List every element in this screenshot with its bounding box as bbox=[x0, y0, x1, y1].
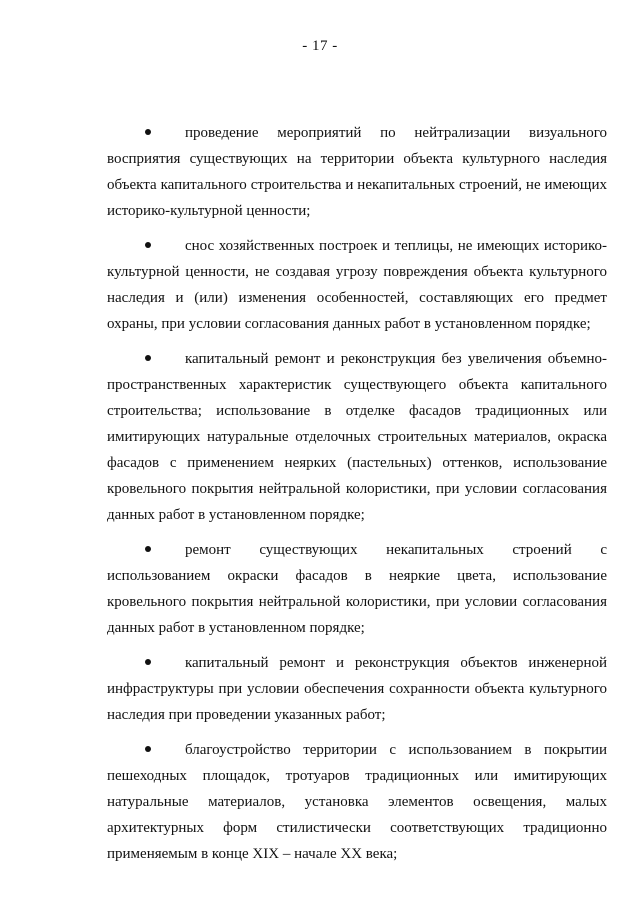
bullet-list bbox=[107, 120, 607, 876]
list-item-text: капитальный ремонт и реконструкция объектов инженерной инфраструктуры при условии обеспечения сохранности объекта культурного наследия при проведении указанных работ; bbox=[107, 655, 607, 723]
list-item bbox=[107, 346, 607, 528]
bullet-icon bbox=[145, 659, 151, 665]
list-item-text: снос хозяйственных построек и теплицы, не имеющих историко-культурной ценности, не создавая угрозу повреждения объекта культурного наследия и (или) изменения особенностей, составляющих его предмет охраны, при условии согласования данных работ в установленном порядке; bbox=[107, 238, 607, 332]
bullet-icon bbox=[145, 546, 151, 552]
list-item bbox=[107, 737, 607, 867]
bullet-icon bbox=[145, 355, 151, 361]
list-item-text: капитальный ремонт и реконструкция без увеличения объемно-пространственных характеристик существующего объекта капитального строительства; использование в отделке фасадов традиционных или имитирующих натуральные отделочных строительных материалов, окраска фасадов с применением неярких (пастельных) оттенков, использование кровельного покрытия нейтральной колористики, при условии согласования данных работ в установленном порядке; bbox=[107, 351, 607, 523]
list-item bbox=[107, 120, 607, 224]
bullet-icon bbox=[145, 242, 151, 248]
bullet-icon bbox=[145, 746, 151, 752]
bullet-icon bbox=[145, 129, 151, 135]
list-item bbox=[107, 537, 607, 641]
list-item bbox=[107, 233, 607, 337]
list-item bbox=[107, 650, 607, 728]
list-item-text: благоустройство территории с использованием в покрытии пешеходных площадок, тротуаров традиционных или имитирующих натуральные материалов, установка элементов освещения, малых архитектурных форм стилистически соответствующих традиционно применяемым в конце XIX – начале XX века; bbox=[107, 742, 607, 862]
list-item-text: проведение мероприятий по нейтрализации визуального восприятия существующих на территории объекта культурного наследия объекта капитального строительства и некапитальных строений, не имеющих историко-культурной ценности; bbox=[107, 125, 607, 219]
page-number: - 17 - bbox=[302, 38, 338, 54]
list-item-text: ремонт существующих некапитальных строений с использованием окраски фасадов в неяркие цвета, использование кровельного покрытия нейтральной колористики, при условии согласования данных работ в установленном порядке; bbox=[107, 542, 607, 636]
